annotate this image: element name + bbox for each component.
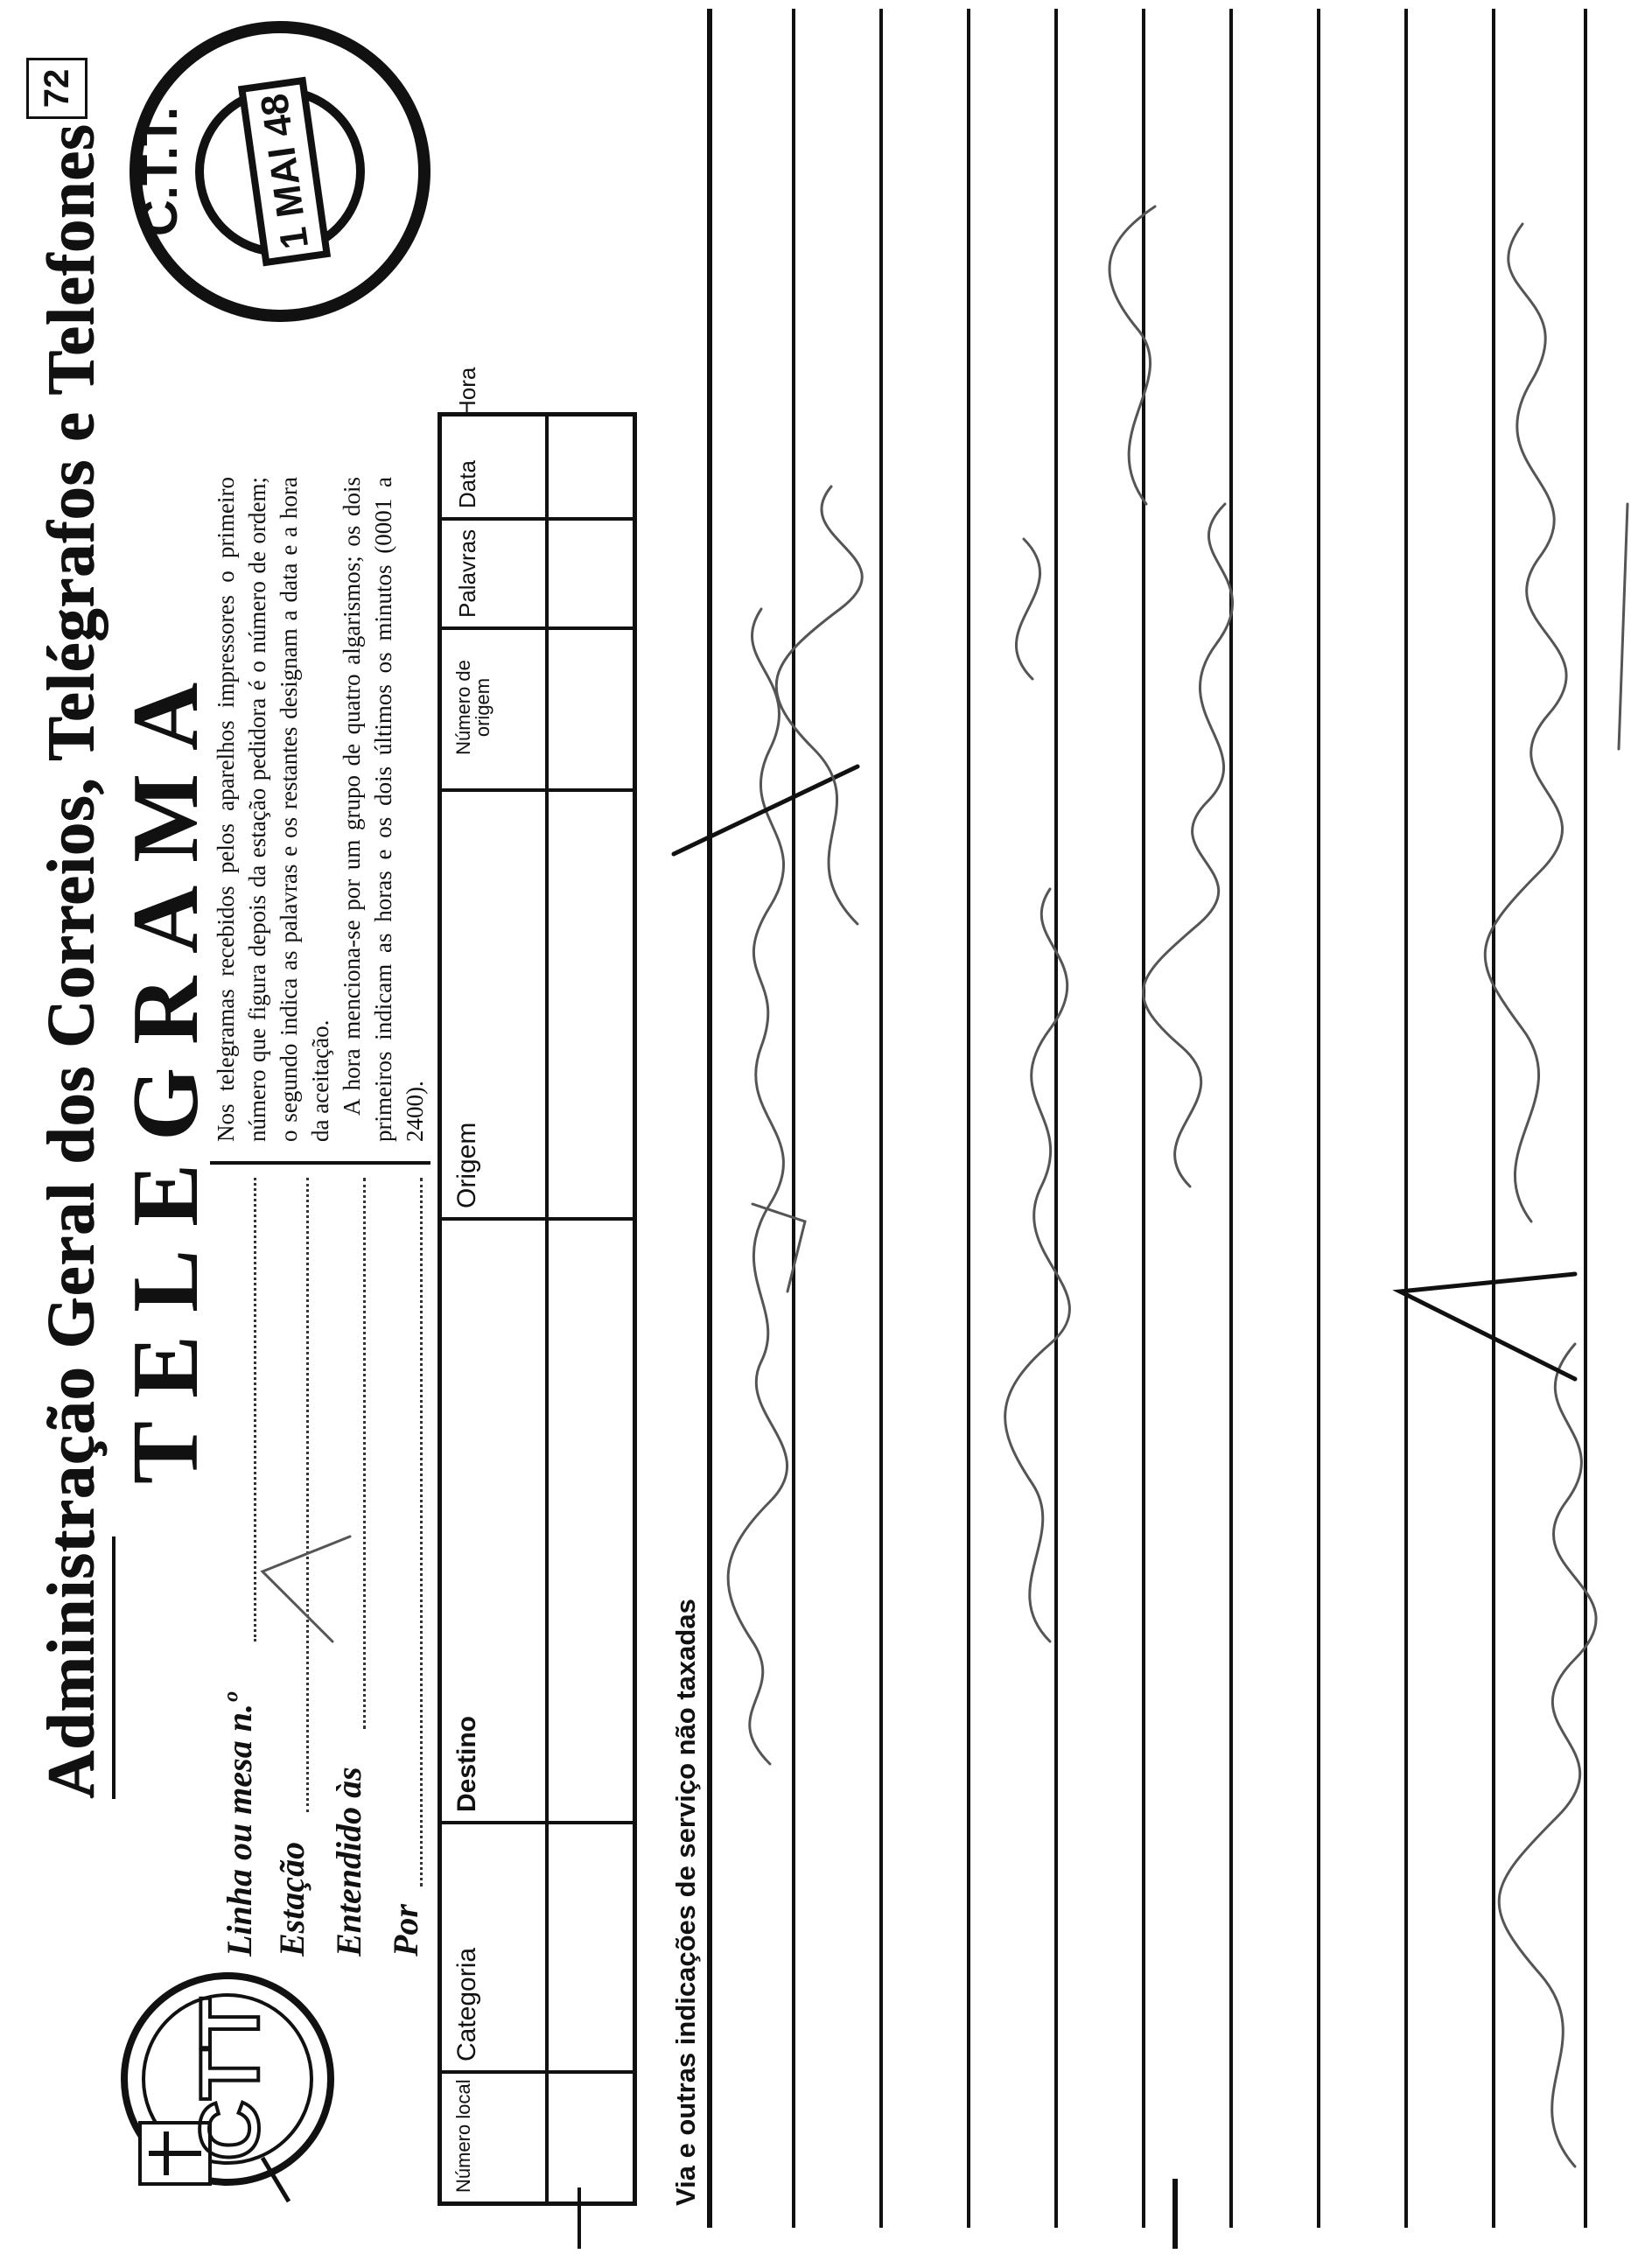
column-data xyxy=(442,416,633,517)
por-field[interactable] xyxy=(420,1178,423,1886)
edge-mark xyxy=(578,2188,581,2249)
stamp-date: 1 MAI 48 xyxy=(252,91,318,252)
ctt-emblem-logo xyxy=(105,1965,341,2210)
column-numero-local xyxy=(442,2070,633,2202)
linha-field[interactable] xyxy=(254,1178,256,1642)
column-label: Origem xyxy=(452,1122,481,1208)
form-number-badge: 72 xyxy=(26,58,88,119)
title-underline xyxy=(112,1536,116,1799)
column-hora-label: Hora xyxy=(454,367,480,416)
column-label: Data xyxy=(454,460,480,508)
column-destino xyxy=(442,1217,633,1821)
message-line[interactable] xyxy=(967,9,970,2228)
stamp-text: C.T.T. xyxy=(131,106,188,237)
message-line[interactable] xyxy=(707,9,712,2228)
postmark-stamp xyxy=(122,14,438,329)
message-line[interactable] xyxy=(1584,9,1587,2228)
column-origem xyxy=(442,788,633,1217)
column-label: Destino xyxy=(452,1715,481,1812)
form-title: TELEGRAMA xyxy=(114,659,218,1484)
header-table xyxy=(438,367,637,2206)
estacao-label: Estação xyxy=(272,1841,312,1956)
message-line[interactable] xyxy=(1317,9,1320,2228)
message-line[interactable] xyxy=(1054,9,1058,2228)
table-row-divider xyxy=(545,416,549,2202)
instructions-paragraph-2: A hora menciona-se por um grupo de quatro algarismos; os dois primeiros indicam as horas e os dois últimos os minutos (0001 a 2400). xyxy=(339,477,428,1142)
administration-title: Administração Geral dos Correios, Telégrafos e Telefones xyxy=(34,123,108,1799)
instructions-paragraph-1: Nos telegramas recebidos pelos aparelhos impressores o primeiro número que figura depois da estação pedidora é o número de ordem; o segundo indica as palavras e os restantes designam a data e a hora da aceitação. xyxy=(213,477,333,1142)
column-palavras xyxy=(442,517,633,626)
column-label: Número de origem xyxy=(452,660,494,755)
entendido-field[interactable] xyxy=(363,1178,366,1729)
message-line[interactable] xyxy=(1142,9,1145,2228)
message-line[interactable] xyxy=(1404,9,1408,2228)
column-label: Palavras xyxy=(454,528,480,618)
edge-mark xyxy=(1172,2179,1178,2249)
estacao-field[interactable] xyxy=(306,1178,309,1812)
message-line[interactable] xyxy=(792,9,795,2228)
message-line[interactable] xyxy=(1492,9,1495,2228)
via-label: Via e outras indicações de serviço não taxadas xyxy=(670,1599,701,2206)
instructions-text xyxy=(210,477,430,1165)
por-label: Por xyxy=(386,1904,425,1956)
message-line[interactable] xyxy=(1229,9,1233,2228)
column-label: Categoria xyxy=(452,1947,481,2062)
entendido-label: Entendido às xyxy=(329,1767,368,1956)
message-line[interactable] xyxy=(879,9,883,2228)
svg-text:CTT: CTT xyxy=(183,1997,276,2161)
column-categoria xyxy=(442,1821,633,2070)
column-label: Número local xyxy=(452,2079,474,2193)
column-numero-origem xyxy=(442,626,633,788)
linha-label: Linha ou mesa n.º xyxy=(220,1693,259,1956)
